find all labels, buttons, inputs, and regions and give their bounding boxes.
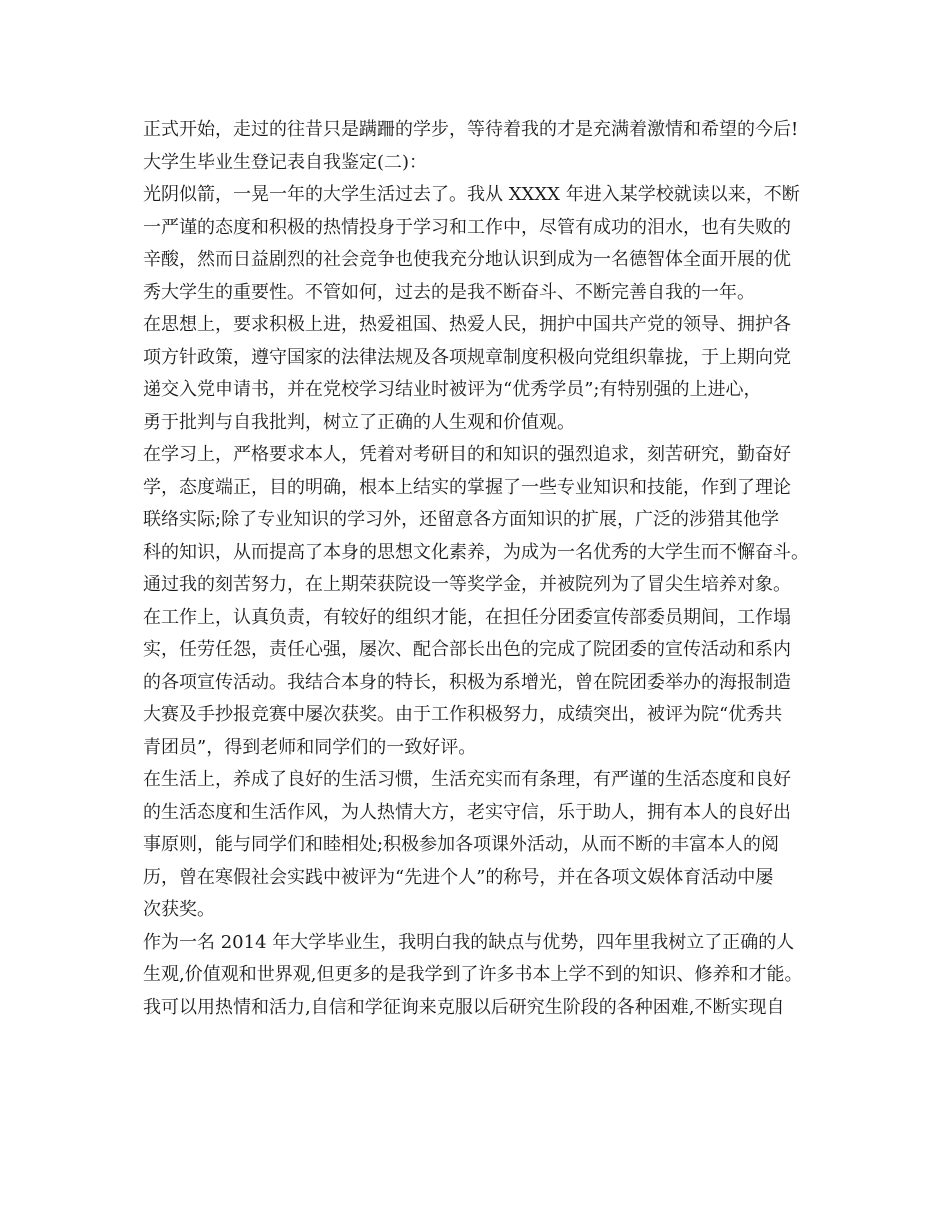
text-line: 在生活上，养成了良好的生活习惯，生活充实而有条理，有严谨的生活态度和良好 [143,769,791,790]
text-line: 递交入党申请书，并在党校学习结业时被评为“优秀学员”;有特别强的上进心， [143,379,762,400]
text-line: 在学习上，严格要求本人，凭着对考研目的和知识的强烈追求，刻苦研究，勤奋好 [143,444,791,465]
text-line: 勇于批判与自我批判，树立了正确的人生观和价值观。 [143,411,575,433]
text-line: 光阴似箭，一晃一年的大学生活过去了。我从 XXXX 年进入某学校就读以来，不断 [143,184,800,205]
text-line: 一严谨的态度和积极的热情投身于学习和工作中，尽管有成功的泪水，也有失败的 [143,216,791,238]
document-body [143,114,833,1024]
text-line: 作为一名 2014 年大学毕业生，我明白我的缺点与优势，四年里我树立了正确的人 [143,931,795,953]
text-line: 我可以用热情和活力,自信和学征询来克服以后研究生阶段的各种困难,不断实现自 [143,996,785,1018]
text-line: 学，态度端正，目的明确，根本上结实的掌握了一些专业知识和技能，作到了理论 [143,476,791,498]
text-line: 科的知识，从而提高了本身的思想文化素养，为成为一名优秀的大学生而不懈奋斗。 [143,541,809,563]
text-line: 辛酸，然而日益剧烈的社会竞争也使我充分地认识到成为一名德智体全面开展的优 [143,249,791,270]
text-line: 事原则，能与同学们和睦相处;积极参加各项课外活动，从而不断的丰富本人的阅 [143,834,780,855]
text-line: 大赛及手抄报竞赛中屡次获奖。由于工作积极努力，成绩突出，被评为院“优秀共 [143,704,783,725]
text-line: 次获奖。 [143,899,215,920]
text-line: 联络实际;除了专业知识的学习外，还留意各方面知识的扩展，广泛的涉猎其他学 [143,509,780,530]
text-line: 正式开始，走过的往昔只是蹒跚的学步，等待着我的才是充满着激情和希望的今后! [143,119,799,140]
text-line: 在工作上，认真负责，有较好的组织才能，在担任分团委宣传部委员期间，工作塌 [143,606,791,628]
text-line: 青团员”，得到老师和同学们的一致好评。 [143,736,477,758]
text-line: 生观,价值观和世界观,但更多的是我学到了许多书本上学不到的知识、修养和才能。 [143,964,803,985]
text-line: 实，任劳任怨，责任心强，屡次、配合部长出色的完成了院团委的宣传活动和系内 [143,639,791,660]
text-line: 的各项宣传活动。我结合本身的特长，积极为系增光，曾在院团委举办的海报制造 [143,671,791,693]
text-line: 秀大学生的重要性。不管如何，过去的是我不断奋斗、不断完善自我的一年。 [143,281,755,303]
section-heading: 大学生毕业生登记表自我鉴定(二)： [143,151,428,173]
text-line: 通过我的刻苦努力，在上期荣获院设一等奖学金，并被院列为了冒尖生培养对象。 [143,574,791,595]
text-line: 项方针政策，遵守国家的法律法规及各项规章制度积极向党组织靠拢，于上期向党 [143,346,791,368]
text-line: 的生活态度和生活作风，为人热情大方，老实守信，乐于助人，拥有本人的良好出 [143,801,791,823]
text-line: 历，曾在寒假社会实践中被评为“先进个人”的称号，并在各项文娱体育活动中屡 [143,866,774,888]
text-line: 在思想上，要求积极上进，热爱祖国、热爱人民，拥护中国共产党的领导、拥护各 [143,314,791,335]
